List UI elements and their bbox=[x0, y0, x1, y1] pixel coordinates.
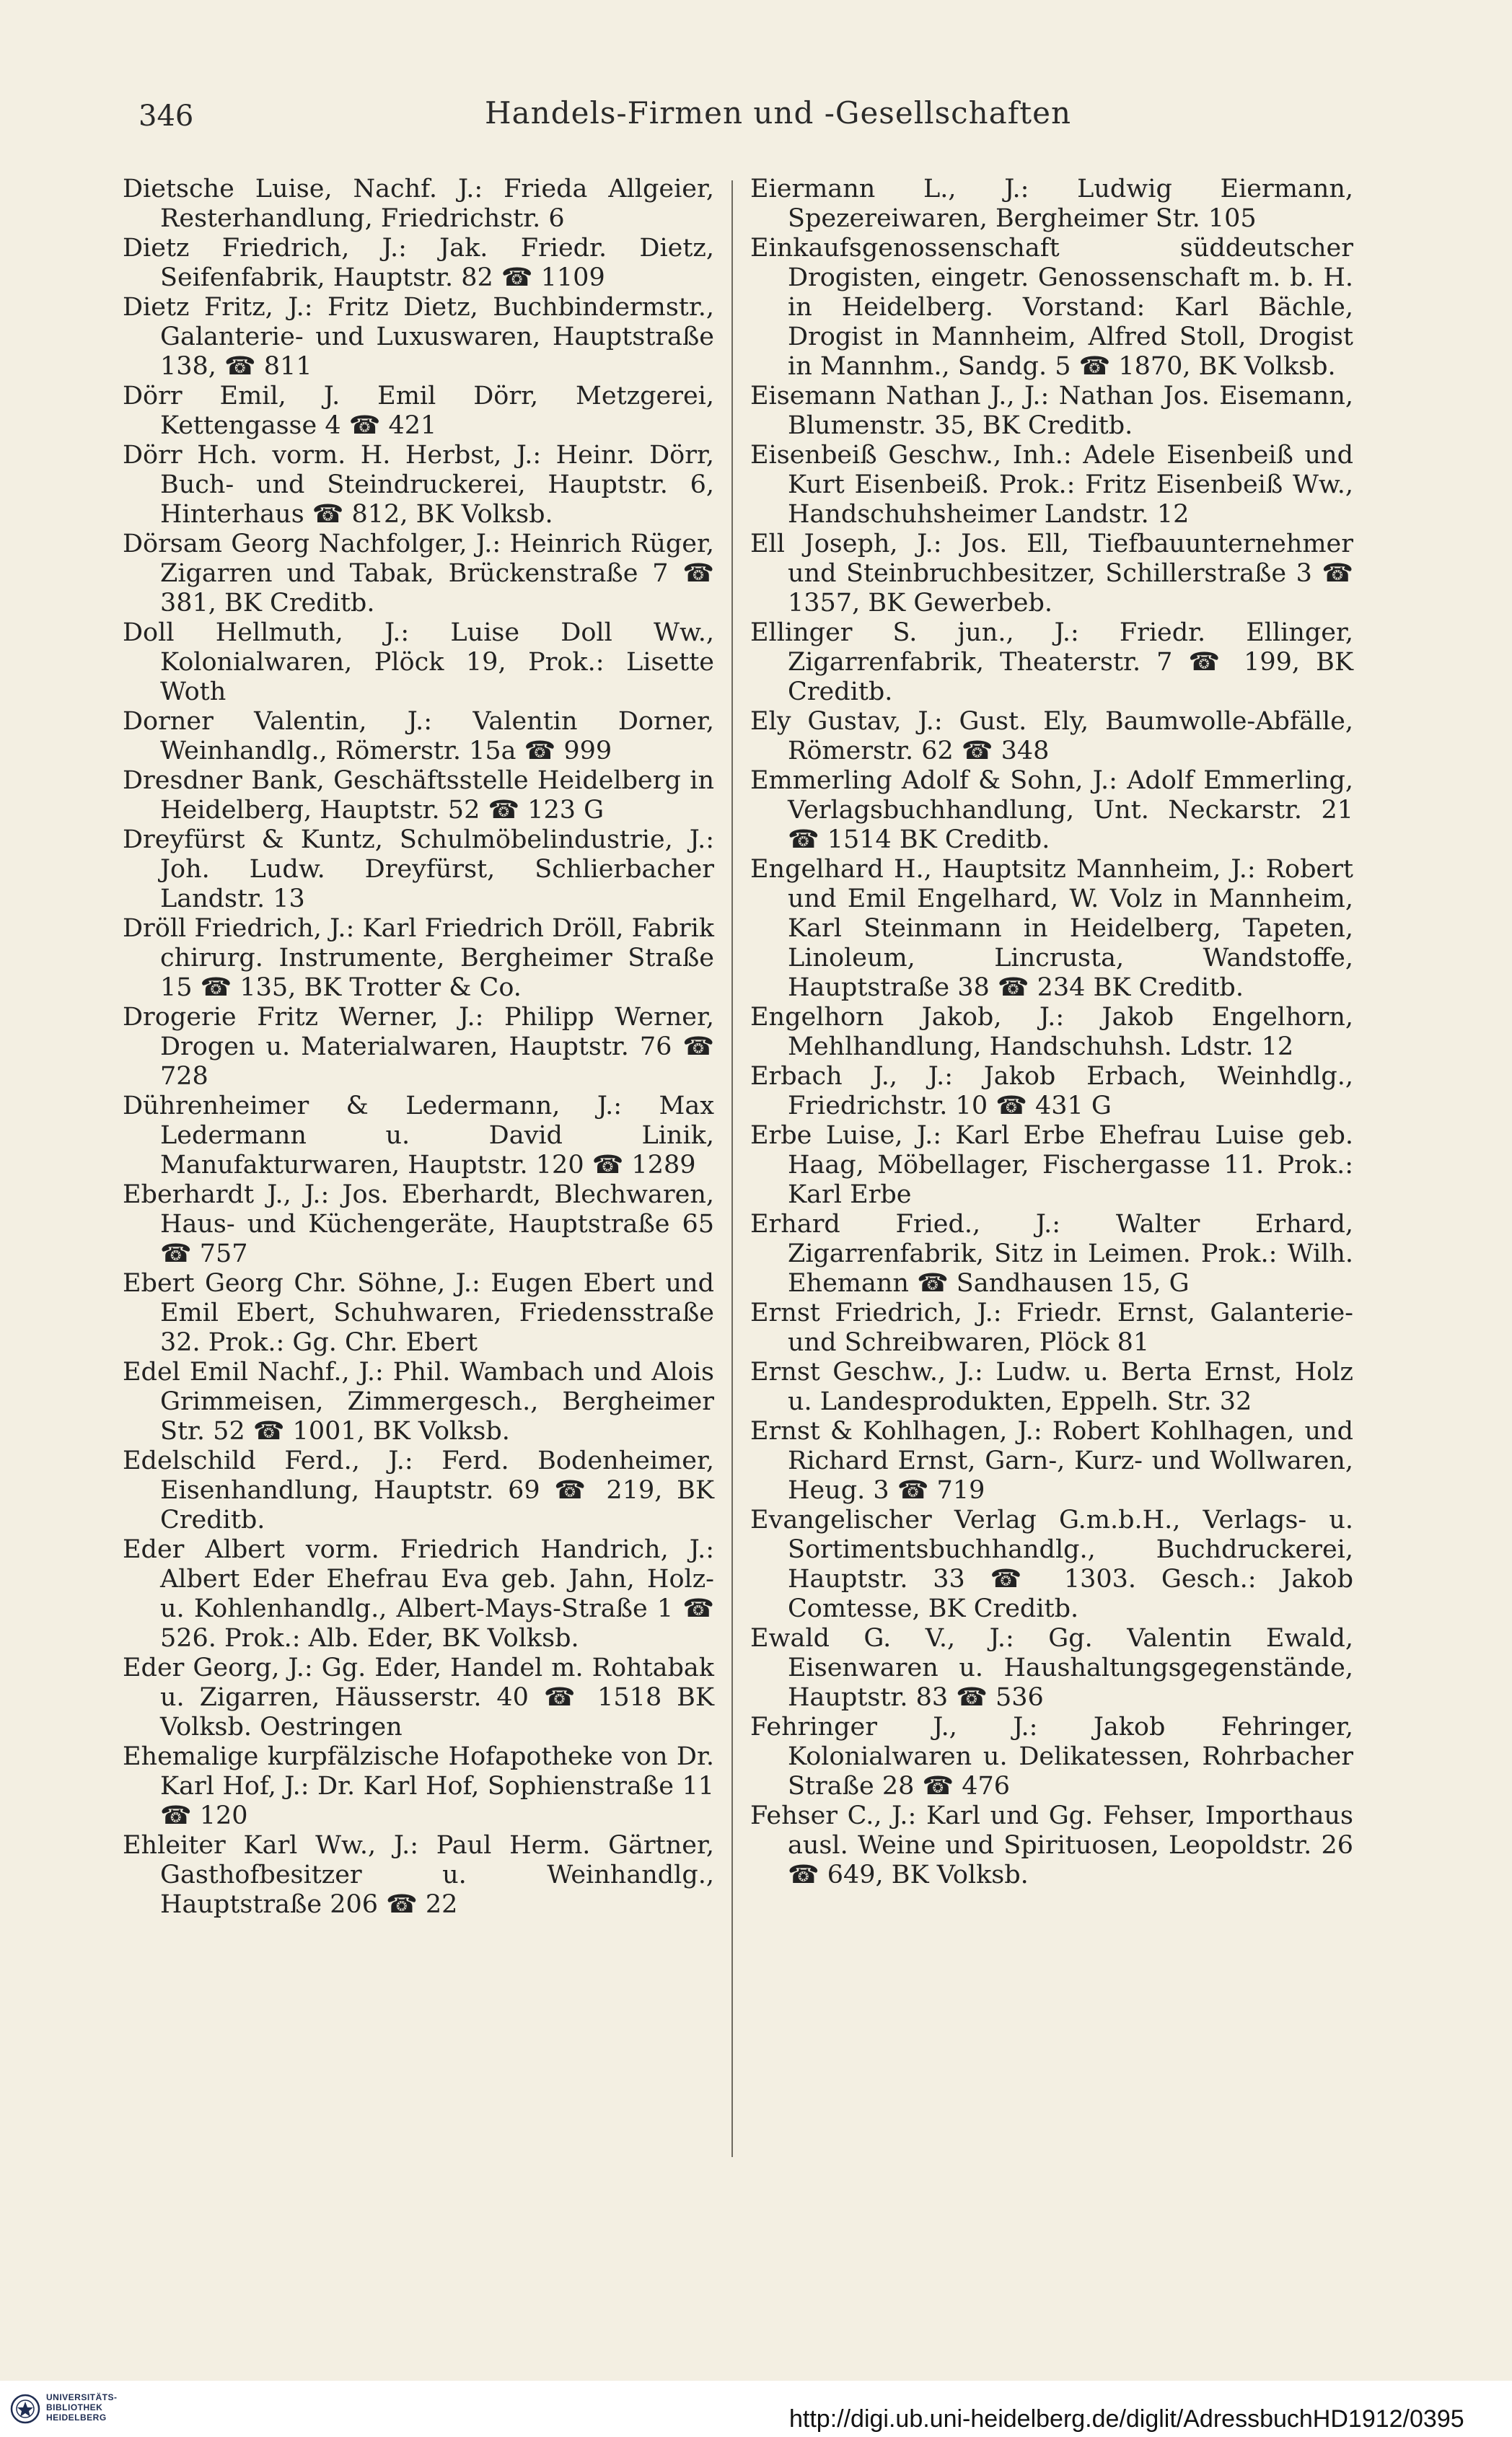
directory-entry: Dietsche Luise, Nachf. J.: Frieda Allgeier, Resterhandlung, Friedrichstr. 6 bbox=[123, 175, 714, 233]
column-divider bbox=[731, 180, 733, 2157]
directory-entry: Eisemann Nathan J., J.: Nathan Jos. Eisemann, Blumenstr. 35, BK Creditb. bbox=[750, 382, 1353, 440]
directory-entry: Ell Joseph, J.: Jos. Ell, Tiefbauunternehmer und Steinbruchbesitzer, Schillerstraße 3 ☎ 1357, BK Gewerbeb. bbox=[750, 530, 1353, 618]
directory-entry: Ehleiter Karl Ww., J.: Paul Herm. Gärtner, Gasthofbesitzer u. Weinhandlg., Hauptstraße 206 ☎ 22 bbox=[123, 1831, 714, 1919]
university-seal-icon bbox=[10, 2394, 40, 2424]
directory-entry: Engelhard H., Hauptsitz Mannheim, J.: Robert und Emil Engelhard, W. Volz in Mannheim, Karl Steinmann in Heidelberg, Tapeten, Linoleum, Lincrusta, Wandstoffe, Hauptstraße 38 ☎ 234 BK Creditb. bbox=[750, 855, 1353, 1002]
directory-entry: Ernst Geschw., J.: Ludw. u. Berta Ernst, Holz u. Landesprodukten, Eppelh. Str. 32 bbox=[750, 1358, 1353, 1416]
directory-entry: Doll Hellmuth, J.: Luise Doll Ww., Kolonialwaren, Plöck 19, Prok.: Lisette Woth bbox=[123, 618, 714, 706]
directory-entry: Dörr Hch. vorm. H. Herbst, J.: Heinr. Dörr, Buch- und Steindruckerei, Hauptstr. 6, Hinterhaus ☎ 812, BK Volksb. bbox=[123, 441, 714, 529]
directory-entry: Ebert Georg Chr. Söhne, J.: Eugen Ebert und Emil Ebert, Schuhwaren, Friedensstraße 32. Prok.: Gg. Chr. Ebert bbox=[123, 1269, 714, 1357]
left-column bbox=[123, 175, 714, 1920]
library-name-line: BIBLIOTHEK bbox=[46, 2402, 103, 2412]
directory-entry: Edel Emil Nachf., J.: Phil. Wambach und Alois Grimmeisen, Zimmergesch., Bergheimer Str. 52 ☎ 1001, BK Volksb. bbox=[123, 1358, 714, 1446]
library-logo-text bbox=[46, 2392, 118, 2423]
directory-entry: Ernst & Kohlhagen, J.: Robert Kohlhagen, und Richard Ernst, Garn-, Kurz- und Wollwaren, Heug. 3 ☎ 719 bbox=[750, 1417, 1353, 1505]
directory-entry: Ewald G. V., J.: Gg. Valentin Ewald, Eisenwaren u. Haushaltungsgegenstände, Hauptstr. 83 ☎ 536 bbox=[750, 1624, 1353, 1712]
directory-entry: Fehringer J., J.: Jakob Fehringer, Kolonialwaren u. Delikatessen, Rohrbacher Straße 28 ☎ 476 bbox=[750, 1713, 1353, 1801]
directory-entry: Ellinger S. jun., J.: Friedr. Ellinger, Zigarrenfabrik, Theaterstr. 7 ☎ 199, BK Creditb. bbox=[750, 618, 1353, 706]
directory-entry: Einkaufsgenossenschaft süddeutscher Drogisten, eingetr. Genossenschaft m. b. H. in Heidelberg. Vorstand: Karl Bächle, Drogist in Mannheim, Alfred Stoll, Drogist in Mannhm., Sandg. 5 ☎ 1870, BK Volksb. bbox=[750, 234, 1353, 381]
directory-entry: Ely Gustav, J.: Gust. Ely, Baumwolle-Abfälle, Römerstr. 62 ☎ 348 bbox=[750, 707, 1353, 765]
directory-entry: Edelschild Ferd., J.: Ferd. Bodenheimer, Eisenhandlung, Hauptstr. 69 ☎ 219, BK Creditb. bbox=[123, 1446, 714, 1534]
directory-entry: Dröll Friedrich, J.: Karl Friedrich Dröll, Fabrik chirurg. Instrumente, Bergheimer Straße 15 ☎ 135, BK Trotter & Co. bbox=[123, 914, 714, 1002]
directory-entry: Emmerling Adolf & Sohn, J.: Adolf Emmerling, Verlagsbuchhandlung, Unt. Neckarstr. 21 ☎ 1514 BK Creditb. bbox=[750, 766, 1353, 854]
library-name-line: HEIDELBERG bbox=[46, 2412, 107, 2423]
running-title: Handels-Firmen und -Gesellschaften bbox=[485, 95, 1072, 131]
directory-entry: Dorner Valentin, J.: Valentin Dorner, Weinhandlg., Römerstr. 15a ☎ 999 bbox=[123, 707, 714, 765]
directory-entry: Dörsam Georg Nachfolger, J.: Heinrich Rüger, Zigarren und Tabak, Brückenstraße 7 ☎ 381, BK Creditb. bbox=[123, 530, 714, 618]
directory-entry: Eisenbeiß Geschw., Inh.: Adele Eisenbeiß und Kurt Eisenbeiß. Prok.: Fritz Eisenbeiß Ww., Handschuhsheimer Landstr. 12 bbox=[750, 441, 1353, 529]
library-name-line: UNIVERSITÄTS- bbox=[46, 2392, 118, 2402]
directory-entry: Eberhardt J., J.: Jos. Eberhardt, Blechwaren, Haus- und Küchengeräte, Hauptstraße 65 ☎ 757 bbox=[123, 1180, 714, 1268]
directory-entry: Drogerie Fritz Werner, J.: Philipp Werner, Drogen u. Materialwaren, Hauptstr. 76 ☎ 728 bbox=[123, 1003, 714, 1091]
directory-entry: Evangelischer Verlag G.m.b.H., Verlags- u. Sortimentsbuchhandlg., Buchdruckerei, Hauptstr. 33 ☎ 1303. Gesch.: Jakob Comtesse, BK Creditb. bbox=[750, 1506, 1353, 1623]
directory-entry: Eder Georg, J.: Gg. Eder, Handel m. Rohtabak u. Zigarren, Häusserstr. 40 ☎ 1518 BK Volksb. Oestringen bbox=[123, 1654, 714, 1742]
directory-entry: Dührenheimer & Ledermann, J.: Max Ledermann u. David Linik, Manufakturwaren, Hauptstr. 120 ☎ 1289 bbox=[123, 1092, 714, 1180]
directory-entry: Eder Albert vorm. Friedrich Handrich, J.: Albert Eder Ehefrau Eva geb. Jahn, Holz- u. Kohlenhandlg., Albert-Mays-Straße 1 ☎ 526. Prok.: Alb. Eder, BK Volksb. bbox=[123, 1535, 714, 1653]
right-column bbox=[750, 175, 1353, 1890]
page-number: 346 bbox=[139, 100, 194, 133]
directory-entry: Fehser C., J.: Karl und Gg. Fehser, Importhaus ausl. Weine und Spirituosen, Leopoldstr. 26 ☎ 649, BK Volksb. bbox=[750, 1801, 1353, 1889]
directory-entry: Dietz Friedrich, J.: Jak. Friedr. Dietz, Seifenfabrik, Hauptstr. 82 ☎ 1109 bbox=[123, 234, 714, 292]
directory-entry: Ernst Friedrich, J.: Friedr. Ernst, Galanterie- und Schreibwaren, Plöck 81 bbox=[750, 1299, 1353, 1357]
directory-entry: Dörr Emil, J. Emil Dörr, Metzgerei, Kettengasse 4 ☎ 421 bbox=[123, 382, 714, 440]
directory-entry: Eiermann L., J.: Ludwig Eiermann, Spezereiwaren, Bergheimer Str. 105 bbox=[750, 175, 1353, 233]
directory-entry: Erbe Luise, J.: Karl Erbe Ehefrau Luise geb. Haag, Möbellager, Fischergasse 11. Prok.: Karl Erbe bbox=[750, 1121, 1353, 1209]
directory-entry: Dresdner Bank, Geschäftsstelle Heidelberg in Heidelberg, Hauptstr. 52 ☎ 123 G bbox=[123, 766, 714, 825]
directory-entry: Ehemalige kurpfälzische Hofapotheke von Dr. Karl Hof, J.: Dr. Karl Hof, Sophienstraße 11 ☎ 120 bbox=[123, 1742, 714, 1830]
directory-entry: Dreyfürst & Kuntz, Schulmöbelindustrie, J.: Joh. Ludw. Dreyfürst, Schlierbacher Landstr. 13 bbox=[123, 825, 714, 913]
directory-entry: Engelhorn Jakob, J.: Jakob Engelhorn, Mehlhandlung, Handschuhsh. Ldstr. 12 bbox=[750, 1003, 1353, 1061]
source-url-link[interactable]: http://digi.ub.uni-heidelberg.de/diglit/AdressbuchHD1912/0395 bbox=[789, 2405, 1464, 2433]
directory-entry: Erbach J., J.: Jakob Erbach, Weinhdlg., Friedrichstr. 10 ☎ 431 G bbox=[750, 1062, 1353, 1120]
directory-entry: Dietz Fritz, J.: Fritz Dietz, Buchbindermstr., Galanterie- und Luxuswaren, Hauptstraße 138, ☎ 811 bbox=[123, 293, 714, 381]
directory-entry: Erhard Fried., J.: Walter Erhard, Zigarrenfabrik, Sitz in Leimen. Prok.: Wilh. Ehemann ☎ Sandhausen 15, G bbox=[750, 1210, 1353, 1298]
